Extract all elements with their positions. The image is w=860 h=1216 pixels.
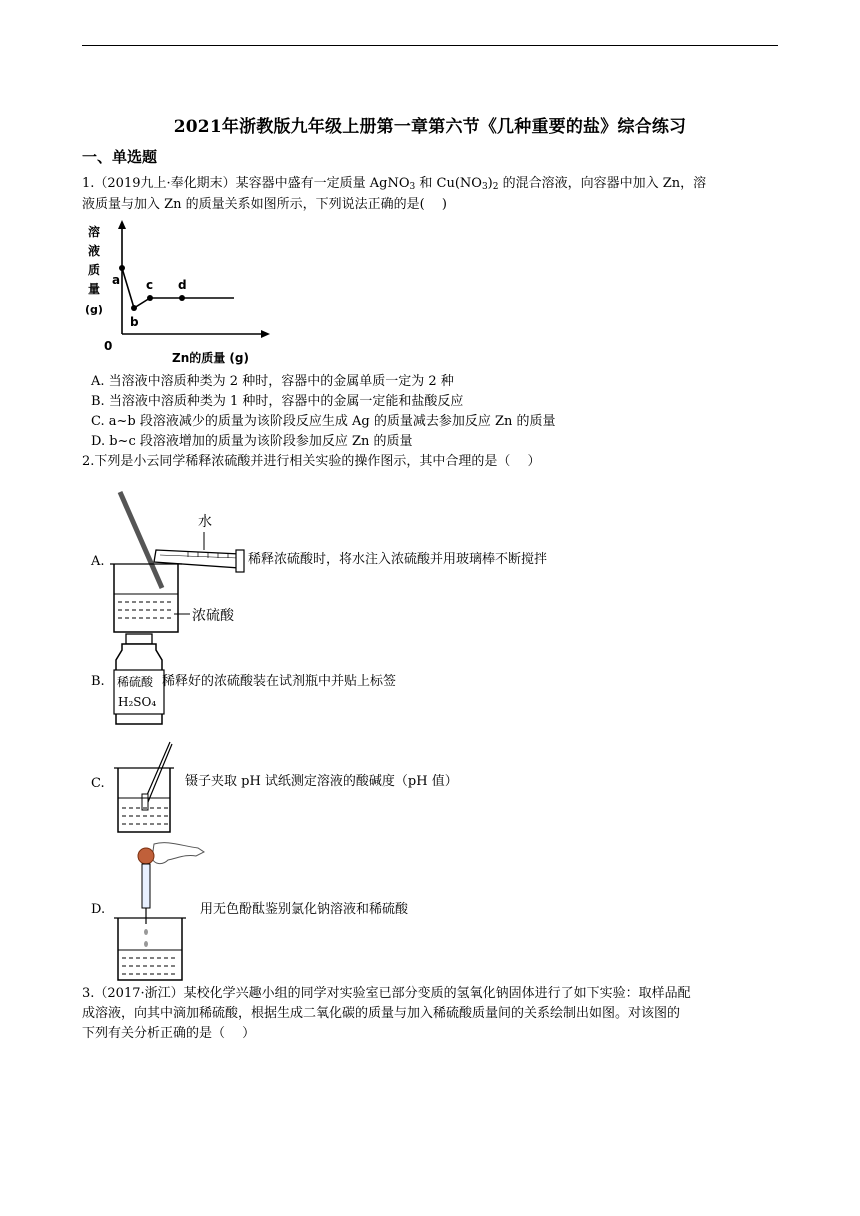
q2-figure-c [110, 736, 180, 836]
q3-stem-line3: 下列有关分析正确的是（ ） [82, 1026, 256, 1041]
q2-figure-b [110, 632, 170, 728]
q2-option-a-text[interactable]: 稀释浓硫酸时，将水注入浓硫酸并用玻璃棒不断搅拌 [248, 552, 548, 567]
origin-label: 0 [104, 339, 113, 353]
ylabel-char: 液 [88, 244, 101, 258]
point-a [119, 265, 125, 271]
dropper-bulb [138, 848, 154, 864]
q2-option-b-text[interactable]: 稀释好的浓硫酸装在试剂瓶中并贴上标签 [162, 674, 397, 689]
q2-option-a-letter[interactable]: A. [91, 554, 105, 569]
q1-option-c[interactable]: C. a~b 段溶液减少的质量为该阶段反应生成 Ag 的质量减去参加反应 Zn 的质量 [91, 414, 556, 429]
beaker-d [118, 918, 182, 980]
q3-stem-line1: 3.（2017·浙江）某校化学兴趣小组的同学对实验室已部分变质的氢氧化钠固体进行了如下实验：取样品配 [82, 986, 691, 1001]
drop [144, 929, 148, 935]
fig-water-label: 水 [198, 514, 212, 530]
q1-option-d[interactable]: D. b~c 段溶液增加的质量为该阶段参加反应 Zn 的质量 [91, 434, 413, 449]
q1-chart-ylabel [85, 224, 103, 316]
point-b [131, 305, 137, 311]
q1-option-b[interactable]: B. 当溶液中溶质种类为 1 种时，容器中的金属一定能和盐酸反应 [91, 394, 464, 409]
point-d [179, 295, 185, 301]
dropper-tube [142, 864, 150, 908]
label-a: a [112, 273, 121, 287]
cylinder [154, 550, 240, 568]
q1-option-a[interactable]: A. 当溶液中溶质种类为 2 种时，容器中的金属单质一定为 2 种 [91, 374, 454, 389]
q1-stem-line2: 液质量与加入 Zn 的质量关系如图所示，下列说法正确的是( ) [82, 197, 447, 212]
beaker [114, 564, 178, 632]
q2-figure-a [108, 484, 268, 634]
fig-acid-label: 浓硫酸 [192, 608, 234, 624]
q3-stem-line2: 成溶液，向其中滴加稀硫酸，根据生成二氧化碳的质量与加入稀硫酸质量间的关系绘制出如图。对该图的 [82, 1006, 681, 1021]
hand [152, 843, 204, 864]
q1-stem-line1: 1.（2019九上·奉化期末）某容器中盛有一定质量 AgNO$_3$ 和 $Cu(NO_3)_2$ 的混合溶液，向容器中加入 Zn，溶 [82, 176, 707, 192]
tweezers [144, 742, 170, 802]
q2-option-c-letter[interactable]: C. [91, 776, 105, 791]
ylabel-char: 量 [88, 282, 101, 296]
glass-rod [120, 492, 162, 588]
q1-chart [84, 218, 284, 368]
x-axis-arrow [261, 330, 270, 338]
q2-option-b-letter[interactable]: B. [91, 674, 105, 689]
label-c: c [146, 278, 154, 292]
bottle-formula: H₂SO₄ [118, 695, 157, 709]
q2-option-c-text[interactable]: 镊子夹取 pH 试纸测定溶液的酸碱度（pH 值） [185, 774, 458, 789]
ylabel-char: (g) [85, 303, 103, 316]
q2-option-d-text[interactable]: 用无色酚酞鉴别氯化钠溶液和稀硫酸 [200, 902, 409, 917]
q2-stem: 2.下列是小云同学稀释浓硫酸并进行相关实验的操作图示，其中合理的是（ ） [82, 454, 541, 469]
section-heading: 一、单选题 [82, 148, 158, 166]
ylabel-char: 质 [88, 263, 101, 277]
label-b: b [130, 315, 139, 329]
ylabel-char: 溶 [88, 225, 101, 239]
q2-option-d-letter[interactable]: D. [91, 902, 106, 917]
document-title: 2021年浙教版九年级上册第一章第六节《几种重要的盐》综合练习 [173, 117, 687, 137]
y-axis-arrow [118, 220, 126, 229]
xlabel: Zn的质量 (g) [172, 351, 249, 365]
bottle-label-text: 稀硫酸 [117, 675, 154, 689]
point-c [147, 295, 153, 301]
bottle-stopper [126, 634, 152, 644]
label-d: d [178, 278, 187, 292]
q2-figure-d [108, 840, 208, 982]
header-rule [82, 45, 778, 46]
